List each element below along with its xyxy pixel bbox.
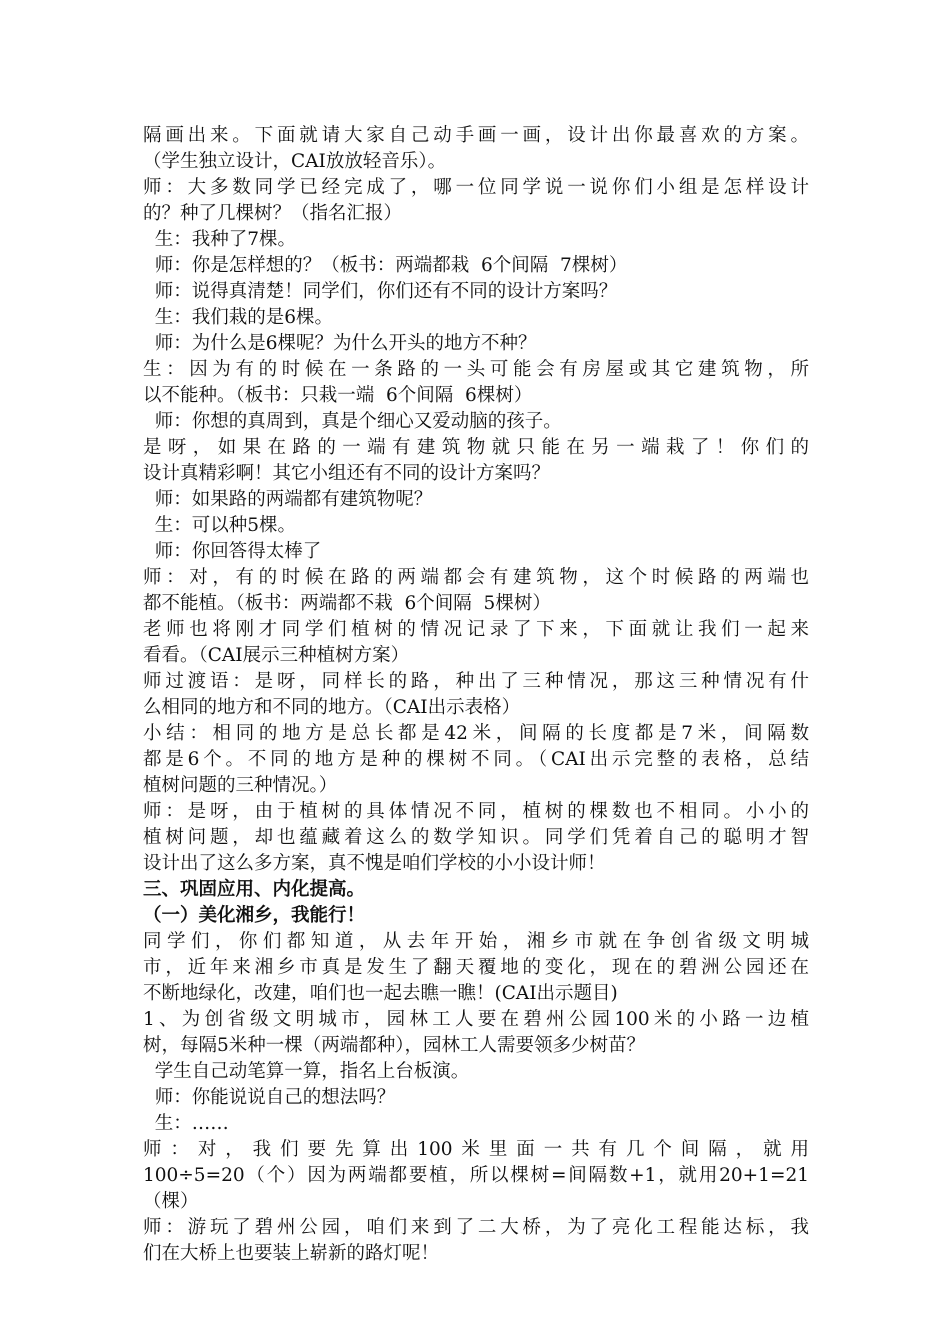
- section-heading: 三、巩固应用、内化提高。: [143, 879, 366, 900]
- text-line: 师：你能说说自己的想法吗？: [143, 1087, 396, 1108]
- text-line: 师：是呀，由于植树的具体情况不同，植树的棵数也不相同。小小的: [143, 801, 809, 822]
- text-line: 老师也将刚才同学们植树的情况记录了下来，下面就让我们一起来: [143, 619, 809, 640]
- text-line: 设计真精彩啊！其它小组还有不同的设计方案吗？: [143, 463, 551, 484]
- text-line: 植树问题，却也蕴藏着这么的数学知识。同学们凭着自己的聪明才智: [143, 827, 809, 848]
- text-line: 市，近年来湘乡市真是发生了翻天覆地的变化，现在的碧洲公园还在: [143, 957, 809, 978]
- text-line: （学生独立设计，CAI放放轻音乐）。: [143, 151, 447, 172]
- text-line: 师：你回答得太棒了: [143, 541, 322, 562]
- text-line: 的？种了几棵树？（指名汇报）: [143, 203, 403, 224]
- text-line: 师：大多数同学已经完成了，哪一位同学说一说你们小组是怎样设计: [143, 177, 809, 198]
- text-line: 么相同的地方和不同的地方。（CAI出示表格）: [143, 697, 521, 718]
- text-line: 师过渡语：是呀，同样长的路，种出了三种情况，那这三种情况有什: [143, 671, 809, 692]
- text-line: 师：如果路的两端都有建筑物呢？: [143, 489, 433, 510]
- text-line: 生：因为有的时候在一条路的一头可能会有房屋或其它建筑物，所: [143, 359, 809, 380]
- text-line: 看看。（CAI展示三种植树方案）: [143, 645, 410, 666]
- text-line: 植树问题的三种情况。）: [143, 775, 338, 796]
- text-line: 生：我们栽的是6棵。: [143, 307, 334, 328]
- text-line: 100÷5=20（个）因为两端都要植，所以棵树=间隔数+1，就用20+1=21: [143, 1165, 809, 1186]
- text-line: （棵）: [143, 1191, 199, 1212]
- text-line: 们在大桥上也要装上崭新的路灯呢！: [143, 1243, 440, 1264]
- text-line: 小结：相同的地方是总长都是42米，间隔的长度都是7米，间隔数: [143, 723, 809, 744]
- text-line: 都不能植。（板书：两端都不栽 6个间隔 5棵树）: [143, 593, 551, 614]
- text-line: 学生自己动笔算一算，指名上台板演。: [143, 1061, 470, 1082]
- text-line: 1、为创省级文明城市，园林工人要在碧州公园100米的小路一边植: [143, 1009, 809, 1030]
- text-line: 师：游玩了碧州公园，咱们来到了二大桥，为了亮化工程能达标，我: [143, 1217, 809, 1238]
- text-line: 师：对，我们要先算出100米里面一共有几个间隔，就用: [143, 1139, 809, 1160]
- text-line: 设计出了这么多方案，真不愧是咱们学校的小小设计师！: [143, 853, 606, 874]
- text-line: 师：你想的真周到，真是个细心又爱动脑的孩子。: [143, 411, 562, 432]
- document-body: [143, 123, 809, 1267]
- text-line: 不断地绿化，改建，咱们也一起去瞧一瞧！(CAI出示题目): [143, 983, 618, 1004]
- text-line: 师：说得真清楚！同学们，你们还有不同的设计方案吗？: [143, 281, 618, 302]
- text-line: 树，每隔5米种一棵（两端都种），园林工人需要领多少树苗？: [143, 1035, 646, 1056]
- text-line: 师：对，有的时候在路的两端都会有建筑物，这个时候路的两端也: [143, 567, 809, 588]
- text-line: 师：你是怎样想的？（板书：两端都栽 6个间隔 7棵树）: [143, 255, 628, 276]
- text-line: 生：……: [143, 1113, 229, 1134]
- text-line: 以不能种。（板书：只栽一端 6个间隔 6棵树）: [143, 385, 533, 406]
- text-line: 师：为什么是6棵呢？为什么开头的地方不种？: [143, 333, 537, 354]
- text-line: 生：可以种5棵。: [143, 515, 297, 536]
- text-line: 同学们，你们都知道，从去年开始，湘乡市就在争创省级文明城: [143, 931, 809, 952]
- text-line: 生：我种了7棵。: [143, 229, 297, 250]
- subsection-heading: （一）美化湘乡，我能行！: [143, 905, 366, 926]
- text-line: 是呀，如果在路的一端有建筑物就只能在另一端栽了！你们的: [143, 437, 809, 458]
- text-line: 都是6个。不同的地方是种的棵树不同。（CAI出示完整的表格，总结: [143, 749, 809, 770]
- text-line: 隔画出来。下面就请大家自己动手画一画，设计出你最喜欢的方案。: [143, 125, 809, 146]
